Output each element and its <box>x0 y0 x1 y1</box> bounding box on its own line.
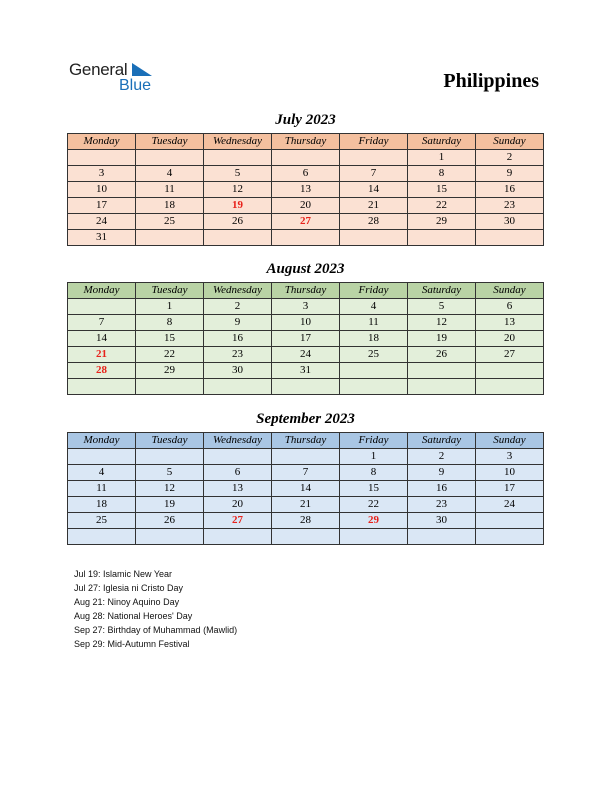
empty-day-cell <box>476 513 544 529</box>
holiday-day-cell: 27 <box>204 513 272 529</box>
day-cell: 13 <box>476 315 544 331</box>
day-cell: 6 <box>272 166 340 182</box>
day-cell: 18 <box>340 331 408 347</box>
empty-day-cell <box>204 529 272 545</box>
day-cell: 29 <box>408 214 476 230</box>
day-cell: 5 <box>136 465 204 481</box>
day-cell: 4 <box>68 465 136 481</box>
weekday-header: Tuesday <box>136 134 204 150</box>
day-cell: 8 <box>340 465 408 481</box>
week-row <box>68 513 544 529</box>
day-cell: 30 <box>204 363 272 379</box>
empty-day-cell <box>204 449 272 465</box>
day-cell: 15 <box>136 331 204 347</box>
weekday-header: Sunday <box>476 433 544 449</box>
weekday-header: Thursday <box>272 134 340 150</box>
week-row <box>68 379 544 395</box>
week-row <box>68 331 544 347</box>
holiday-day-cell: 21 <box>68 347 136 363</box>
day-cell: 30 <box>476 214 544 230</box>
day-cell: 18 <box>68 497 136 513</box>
week-row <box>68 198 544 214</box>
week-row <box>68 347 544 363</box>
day-cell: 19 <box>136 497 204 513</box>
day-cell: 16 <box>408 481 476 497</box>
empty-day-cell <box>68 299 136 315</box>
empty-day-cell <box>408 363 476 379</box>
calendar-july <box>67 133 544 246</box>
day-cell: 16 <box>476 182 544 198</box>
day-cell: 26 <box>204 214 272 230</box>
weekday-header: Thursday <box>272 283 340 299</box>
weekday-header: Monday <box>68 134 136 150</box>
day-cell: 6 <box>476 299 544 315</box>
day-cell: 5 <box>204 166 272 182</box>
empty-day-cell <box>340 363 408 379</box>
week-row <box>68 529 544 545</box>
country-title: Philippines <box>443 70 539 92</box>
month-title-july: July 2023 <box>275 112 336 128</box>
week-row <box>68 315 544 331</box>
day-cell: 9 <box>204 315 272 331</box>
empty-day-cell <box>204 150 272 166</box>
day-cell: 24 <box>272 347 340 363</box>
empty-day-cell <box>272 150 340 166</box>
weekday-header: Sunday <box>476 283 544 299</box>
weekday-header: Wednesday <box>204 433 272 449</box>
weekday-header: Friday <box>340 283 408 299</box>
day-cell: 12 <box>408 315 476 331</box>
empty-day-cell <box>136 379 204 395</box>
day-cell: 14 <box>340 182 408 198</box>
day-cell: 22 <box>408 198 476 214</box>
day-cell: 1 <box>408 150 476 166</box>
day-cell: 9 <box>476 166 544 182</box>
day-cell: 25 <box>340 347 408 363</box>
holiday-note: Aug 28: National Heroes' Day <box>74 611 193 621</box>
day-cell: 3 <box>272 299 340 315</box>
day-cell: 23 <box>476 198 544 214</box>
day-cell: 17 <box>272 331 340 347</box>
day-cell: 20 <box>476 331 544 347</box>
day-cell: 7 <box>272 465 340 481</box>
empty-day-cell <box>340 379 408 395</box>
week-row <box>68 465 544 481</box>
day-cell: 27 <box>476 347 544 363</box>
weekday-header: Wednesday <box>204 283 272 299</box>
day-cell: 11 <box>340 315 408 331</box>
day-cell: 10 <box>272 315 340 331</box>
day-cell: 31 <box>68 230 136 246</box>
day-cell: 2 <box>408 449 476 465</box>
week-row <box>68 182 544 198</box>
week-row <box>68 363 544 379</box>
day-cell: 22 <box>340 497 408 513</box>
week-row <box>68 449 544 465</box>
month-title-september: September 2023 <box>256 411 355 427</box>
day-cell: 10 <box>476 465 544 481</box>
empty-day-cell <box>136 529 204 545</box>
empty-day-cell <box>408 379 476 395</box>
weekday-header: Saturday <box>408 433 476 449</box>
day-cell: 11 <box>68 481 136 497</box>
day-cell: 23 <box>204 347 272 363</box>
day-cell: 15 <box>408 182 476 198</box>
weekday-header: Tuesday <box>136 433 204 449</box>
day-cell: 24 <box>68 214 136 230</box>
day-cell: 10 <box>68 182 136 198</box>
day-cell: 28 <box>340 214 408 230</box>
day-cell: 24 <box>476 497 544 513</box>
holiday-note: Sep 29: Mid-Autumn Festival <box>74 639 190 649</box>
day-cell: 14 <box>272 481 340 497</box>
empty-day-cell <box>272 529 340 545</box>
day-cell: 7 <box>68 315 136 331</box>
weekday-header: Thursday <box>272 433 340 449</box>
day-cell: 4 <box>136 166 204 182</box>
day-cell: 13 <box>272 182 340 198</box>
logo-word-blue: Blue <box>119 77 152 94</box>
day-cell: 11 <box>136 182 204 198</box>
empty-day-cell <box>476 230 544 246</box>
day-cell: 31 <box>272 363 340 379</box>
holiday-note: Sep 27: Birthday of Muhammad (Mawlid) <box>74 625 238 635</box>
holiday-day-cell: 29 <box>340 513 408 529</box>
empty-day-cell <box>272 230 340 246</box>
weekday-header: Monday <box>68 433 136 449</box>
empty-day-cell <box>340 529 408 545</box>
day-cell: 9 <box>408 465 476 481</box>
day-cell: 20 <box>272 198 340 214</box>
holiday-note: Jul 27: Iglesia ni Cristo Day <box>74 583 184 593</box>
weekday-header: Friday <box>340 134 408 150</box>
generalblue-logo <box>69 60 169 96</box>
empty-day-cell <box>136 150 204 166</box>
empty-day-cell <box>204 379 272 395</box>
day-cell: 29 <box>136 363 204 379</box>
week-row <box>68 230 544 246</box>
day-cell: 26 <box>408 347 476 363</box>
weekday-header: Friday <box>340 433 408 449</box>
empty-day-cell <box>408 529 476 545</box>
empty-day-cell <box>68 449 136 465</box>
day-cell: 22 <box>136 347 204 363</box>
empty-day-cell <box>408 230 476 246</box>
day-cell: 26 <box>136 513 204 529</box>
empty-day-cell <box>136 449 204 465</box>
holiday-day-cell: 27 <box>272 214 340 230</box>
logo-word-general: General <box>69 60 128 79</box>
empty-day-cell <box>204 230 272 246</box>
empty-day-cell <box>136 230 204 246</box>
week-row <box>68 481 544 497</box>
empty-day-cell <box>68 150 136 166</box>
weekday-header: Tuesday <box>136 283 204 299</box>
weekday-header: Monday <box>68 283 136 299</box>
day-cell: 20 <box>204 497 272 513</box>
day-cell: 2 <box>476 150 544 166</box>
day-cell: 6 <box>204 465 272 481</box>
day-cell: 5 <box>408 299 476 315</box>
empty-day-cell <box>476 529 544 545</box>
day-cell: 16 <box>204 331 272 347</box>
day-cell: 18 <box>136 198 204 214</box>
day-cell: 21 <box>340 198 408 214</box>
week-row <box>68 214 544 230</box>
weekday-header: Wednesday <box>204 134 272 150</box>
day-cell: 25 <box>136 214 204 230</box>
day-cell: 8 <box>136 315 204 331</box>
day-cell: 17 <box>68 198 136 214</box>
empty-day-cell <box>340 150 408 166</box>
weekday-header: Saturday <box>408 283 476 299</box>
holiday-note: Jul 19: Islamic New Year <box>74 569 173 579</box>
empty-day-cell <box>68 529 136 545</box>
day-cell: 25 <box>68 513 136 529</box>
week-row <box>68 299 544 315</box>
day-cell: 17 <box>476 481 544 497</box>
holiday-day-cell: 28 <box>68 363 136 379</box>
day-cell: 1 <box>136 299 204 315</box>
day-cell: 12 <box>136 481 204 497</box>
week-row <box>68 150 544 166</box>
day-cell: 1 <box>340 449 408 465</box>
weekday-header-row <box>68 433 544 449</box>
week-row <box>68 166 544 182</box>
day-cell: 3 <box>68 166 136 182</box>
weekday-header: Saturday <box>408 134 476 150</box>
weekday-header-row <box>68 283 544 299</box>
day-cell: 3 <box>476 449 544 465</box>
day-cell: 4 <box>340 299 408 315</box>
empty-day-cell <box>272 449 340 465</box>
day-cell: 7 <box>340 166 408 182</box>
day-cell: 8 <box>408 166 476 182</box>
day-cell: 15 <box>340 481 408 497</box>
weekday-header: Sunday <box>476 134 544 150</box>
empty-day-cell <box>272 379 340 395</box>
day-cell: 2 <box>204 299 272 315</box>
empty-day-cell <box>476 363 544 379</box>
day-cell: 30 <box>408 513 476 529</box>
calendar-september <box>67 432 544 545</box>
holiday-note: Aug 21: Ninoy Aquino Day <box>74 597 180 607</box>
day-cell: 14 <box>68 331 136 347</box>
empty-day-cell <box>476 379 544 395</box>
calendar-august <box>67 282 544 395</box>
holiday-day-cell: 19 <box>204 198 272 214</box>
day-cell: 23 <box>408 497 476 513</box>
empty-day-cell <box>340 230 408 246</box>
weekday-header-row <box>68 134 544 150</box>
day-cell: 21 <box>272 497 340 513</box>
day-cell: 28 <box>272 513 340 529</box>
week-row <box>68 497 544 513</box>
day-cell: 19 <box>408 331 476 347</box>
holiday-notes <box>74 567 237 651</box>
month-title-august: August 2023 <box>266 261 345 277</box>
day-cell: 12 <box>204 182 272 198</box>
empty-day-cell <box>68 379 136 395</box>
day-cell: 13 <box>204 481 272 497</box>
